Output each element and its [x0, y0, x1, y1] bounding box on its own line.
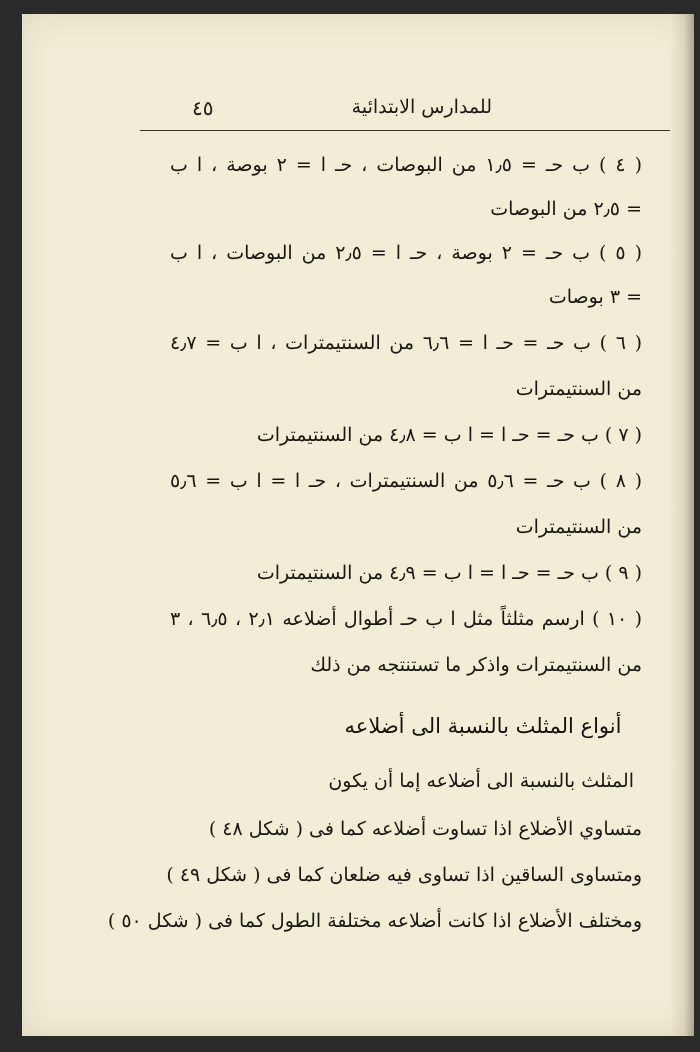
- section-line: متساوي الأضلاع اذا تساوت أضلاعه كما فى ( شكل ٤٨ ): [208, 818, 642, 840]
- exercise-line: ( ٥ ) ب حـ = ٢ بوصة ، حـ ا = ٢٫٥ من البوصات ، ا ب: [170, 242, 643, 264]
- exercise-line: ( ٨ ) ب حـ = ٥٫٦ من السنتيمترات ، حـ ا = ا ب = ٥٫٦: [170, 470, 643, 492]
- exercise-line: ( ٤ ) ب حـ = ١٫٥ من البوصات ، حـ ا = ٢ بوصة ، ا ب: [170, 154, 642, 176]
- page-edge-shadow: [670, 14, 694, 1036]
- running-head: للمدارس الابتدائية: [351, 96, 492, 118]
- section-heading: أنواع المثلث بالنسبة الى أضلاعه: [344, 714, 622, 738]
- page-number: ٤٥: [192, 96, 214, 120]
- exercise-line: من السنتيمترات: [515, 516, 642, 538]
- section-line: ومختلف الأضلاع اذا كانت أضلاعه مختلفة الطول كما فى ( شكل ٥٠ ): [107, 910, 642, 932]
- exercise-line: ( ٧ ) ب حـ = حـ ا = ا ب = ٤٫٨ من السنتيمترات: [256, 424, 642, 446]
- exercise-line: ( ٦ ) ب حـ = حـ ا = ٦٫٦ من السنتيمترات ، ا ب = ٤٫٧: [170, 332, 643, 354]
- section-line: ومتساوى الساقين اذا تساوى فيه ضلعان كما فى ( شكل ٤٩ ): [166, 864, 642, 886]
- exercise-line: = ٣ بوصات: [548, 286, 642, 308]
- page-header: [140, 84, 670, 131]
- exercise-line: من السنتيمترات واذكر ما تستنتجه من ذلك: [310, 654, 642, 676]
- exercise-line: ( ١٠ ) ارسم مثلثاً مثل ا ب حـ أطوال أضلاعه ٢٫١ ، ٦٫٥ ، ٣: [170, 608, 642, 630]
- book-page: [22, 14, 694, 1036]
- exercise-line: = ٢٫٥ من البوصات: [490, 198, 642, 220]
- exercise-line: ( ٩ ) ب حـ = حـ ا = ا ب = ٤٫٩ من السنتيمترات: [256, 562, 642, 584]
- section-line: المثلث بالنسبة الى أضلاعه إما أن يكون: [328, 770, 634, 792]
- exercise-line: من السنتيمترات: [515, 378, 642, 400]
